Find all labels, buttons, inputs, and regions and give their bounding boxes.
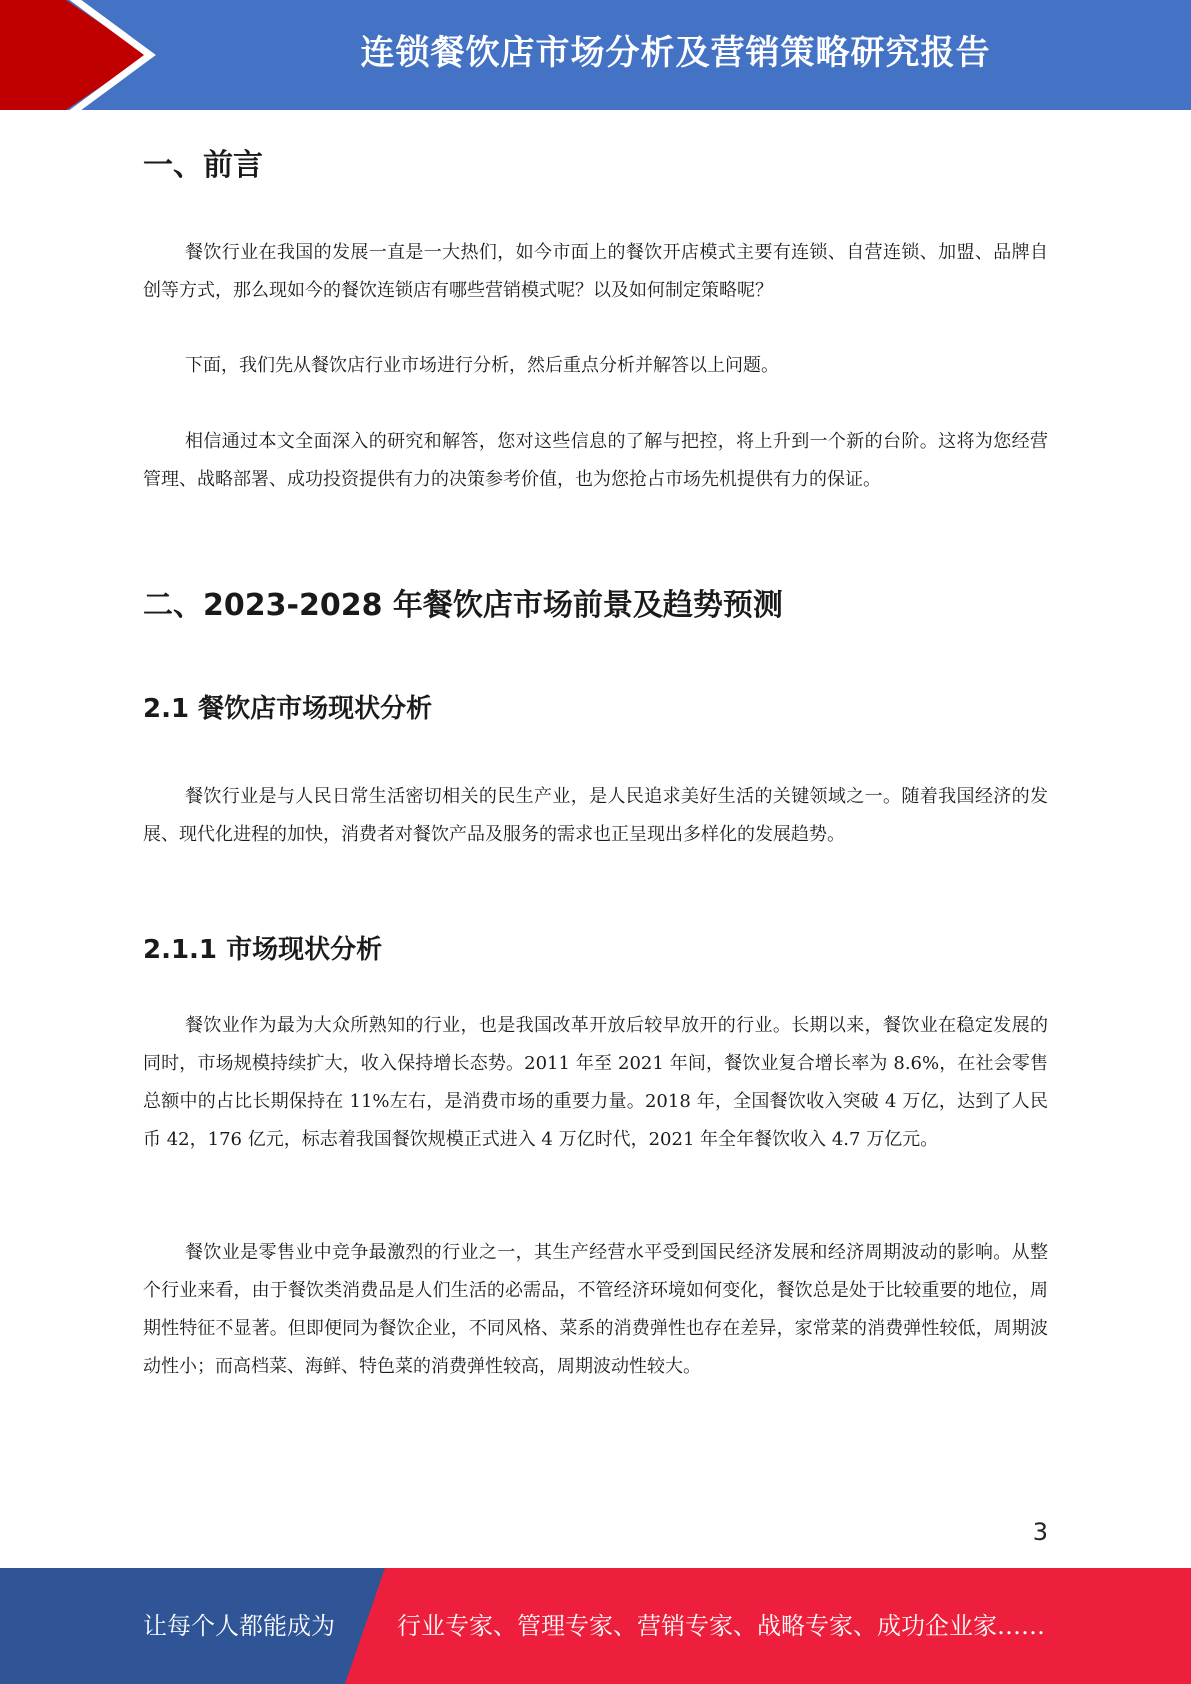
preface-paragraph-3: 相信通过本文全面深入的研究和解答，您对这些信息的了解与把控，将上升到一个新的台阶。这将为您经营管理、战略部署、成功投资提供有力的决策参考价值，也为您抢占市场先机提供有力的保证。 [143, 431, 1048, 490]
subsubsection-heading-market: 2.1.1 市场现状分析 [143, 935, 383, 965]
preface-paragraph-2: 下面，我们先从餐饮店行业市场进行分析，然后重点分析并解答以上问题。 [185, 355, 779, 376]
header-banner [0, 0, 1191, 110]
section-heading-forecast: 二、2023-2028 年餐饮店市场前景及趋势预测 [143, 588, 783, 623]
section-heading-preface: 一、前言 [143, 148, 263, 183]
page-number: 3 [1032, 1518, 1048, 1546]
market-paragraph-1: 餐饮业作为最为大众所熟知的行业，也是我国改革开放后较早放开的行业。长期以来，餐饮业在稳定发展的同时，市场规模持续扩大，收入保持增长态势。2011 年至 2021 年间，餐饮业复合增长率为 8.6%，在社会零售总额中的占比长期保持在 11%左右，是消费市场的重要力量。2018 年，全国餐饮收入突破 4 万亿，达到了人民币 42，176 亿元，标志着我国餐饮规模正式进入 4 万亿时代，2021 年全年餐饮收入 4.7 万亿元。 [143, 1015, 1048, 1150]
footer-slogan-left: 让每个人都能成为 [143, 1612, 335, 1640]
header-chevron-icon [0, 0, 160, 110]
footer-banner [0, 1568, 1191, 1684]
market-paragraph-2: 餐饮业是零售业中竞争最激烈的行业之一，其生产经营水平受到国民经济发展和经济周期波动的影响。从整个行业来看，由于餐饮类消费品是人们生活的必需品，不管经济环境如何变化，餐饮总是处于比较重要的地位，周期性特征不显著。但即便同为餐饮企业，不同风格、菜系的消费弹性也存在差异，家常菜的消费弹性较低，周期波动性小；而高档菜、海鲜、特色菜的消费弹性较高，周期波动性较大。 [143, 1242, 1048, 1377]
footer-slogan-right: 行业专家、管理专家、营销专家、战略专家、成功企业家…… [397, 1612, 1045, 1640]
status-paragraph: 餐饮行业是与人民日常生活密切相关的民生产业，是人民追求美好生活的关键领域之一。随着我国经济的发展、现代化进程的加快，消费者对餐饮产品及服务的需求也正呈现出多样化的发展趋势。 [143, 786, 1048, 845]
preface-paragraph-1: 餐饮行业在我国的发展一直是一大热们，如今市面上的餐饮开店模式主要有连锁、自营连锁、加盟、品牌自创等方式，那么现如今的餐饮连锁店有哪些营销模式呢？以及如何制定策略呢？ [143, 242, 1048, 301]
subsection-heading-status: 2.1 餐饮店市场现状分析 [143, 694, 433, 724]
report-title: 连锁餐饮店市场分析及营销策略研究报告 [360, 33, 991, 73]
